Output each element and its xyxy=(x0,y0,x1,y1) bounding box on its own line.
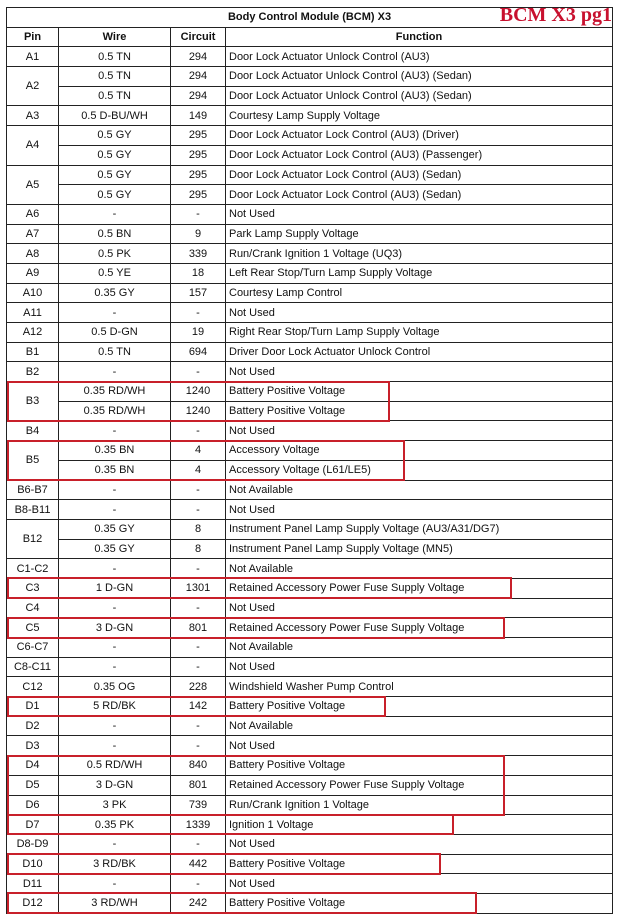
pin-cell: C12 xyxy=(7,677,59,697)
wire-cell: 0.35 RD/WH xyxy=(59,401,171,421)
circuit-cell: - xyxy=(171,716,226,736)
circuit-cell: - xyxy=(171,559,226,579)
wire-cell: 0.5 PK xyxy=(59,244,171,264)
table-row xyxy=(7,795,613,815)
function-cell: Door Lock Actuator Lock Control (AU3) (Driver) xyxy=(226,126,613,146)
table-row xyxy=(7,815,613,835)
circuit-cell: 694 xyxy=(171,342,226,362)
function-cell: Not Available xyxy=(226,716,613,736)
wire-cell: 0.35 OG xyxy=(59,677,171,697)
table-row xyxy=(7,736,613,756)
wire-cell: - xyxy=(59,559,171,579)
wire-cell: 0.5 GY xyxy=(59,165,171,185)
pin-cell: D5 xyxy=(7,775,59,795)
table-row xyxy=(7,362,613,382)
wire-cell: 0.5 GY xyxy=(59,126,171,146)
wire-cell: - xyxy=(59,204,171,224)
header-circuit: Circuit xyxy=(171,27,226,47)
table-row xyxy=(7,342,613,362)
table-row xyxy=(7,854,613,874)
table-row xyxy=(7,598,613,618)
table-row xyxy=(7,539,613,559)
table-row xyxy=(7,756,613,776)
circuit-cell: 294 xyxy=(171,47,226,67)
function-cell: Not Available xyxy=(226,559,613,579)
wire-cell: 0.35 GY xyxy=(59,539,171,559)
circuit-cell: 8 xyxy=(171,539,226,559)
circuit-cell: 1240 xyxy=(171,401,226,421)
wire-cell: 0.5 GY xyxy=(59,145,171,165)
function-cell: Door Lock Actuator Lock Control (AU3) (Passenger) xyxy=(226,145,613,165)
circuit-cell: - xyxy=(171,362,226,382)
wire-cell: - xyxy=(59,657,171,677)
wire-cell: - xyxy=(59,421,171,441)
circuit-cell: - xyxy=(171,638,226,658)
pin-cell: A2 xyxy=(7,67,59,106)
circuit-cell: 295 xyxy=(171,126,226,146)
table-row xyxy=(7,47,613,67)
function-cell: Left Rear Stop/Turn Lamp Supply Voltage xyxy=(226,263,613,283)
circuit-cell: 1339 xyxy=(171,815,226,835)
wire-cell: - xyxy=(59,834,171,854)
table-row xyxy=(7,244,613,264)
function-cell: Not Used xyxy=(226,500,613,520)
pin-cell: B1 xyxy=(7,342,59,362)
wire-cell: 0.5 YE xyxy=(59,263,171,283)
table-row xyxy=(7,145,613,165)
circuit-cell: 295 xyxy=(171,165,226,185)
function-cell: Driver Door Lock Actuator Unlock Control xyxy=(226,342,613,362)
function-cell: Door Lock Actuator Unlock Control (AU3) xyxy=(226,47,613,67)
pin-cell: D11 xyxy=(7,874,59,894)
page-stamp: BCM X3 pg1 xyxy=(499,4,612,26)
function-cell: Retained Accessory Power Fuse Supply Voltage xyxy=(226,578,613,598)
pin-cell: D2 xyxy=(7,716,59,736)
function-cell: Run/Crank Ignition 1 Voltage xyxy=(226,795,613,815)
pin-cell: C1-C2 xyxy=(7,559,59,579)
circuit-cell: 339 xyxy=(171,244,226,264)
circuit-cell: 295 xyxy=(171,185,226,205)
wire-cell: 0.5 TN xyxy=(59,47,171,67)
table-row xyxy=(7,480,613,500)
pin-cell: D3 xyxy=(7,736,59,756)
wire-cell: 0.35 GY xyxy=(59,283,171,303)
table-row xyxy=(7,677,613,697)
wire-cell: 0.35 BN xyxy=(59,441,171,461)
wire-cell: - xyxy=(59,736,171,756)
pin-cell: A4 xyxy=(7,126,59,165)
function-cell: Not Available xyxy=(226,480,613,500)
circuit-cell: 295 xyxy=(171,145,226,165)
pin-cell: D6 xyxy=(7,795,59,815)
wire-cell: 0.35 GY xyxy=(59,519,171,539)
function-cell: Battery Positive Voltage xyxy=(226,893,613,913)
function-cell: Accessory Voltage xyxy=(226,441,613,461)
wire-cell: 1 D-GN xyxy=(59,578,171,598)
circuit-cell: 18 xyxy=(171,263,226,283)
function-cell: Windshield Washer Pump Control xyxy=(226,677,613,697)
table-row xyxy=(7,638,613,658)
table-row xyxy=(7,893,613,913)
circuit-cell: - xyxy=(171,204,226,224)
table-row xyxy=(7,204,613,224)
pin-cell: C8-C11 xyxy=(7,657,59,677)
pin-cell: A8 xyxy=(7,244,59,264)
wire-cell: - xyxy=(59,303,171,323)
circuit-cell: 157 xyxy=(171,283,226,303)
function-cell: Battery Positive Voltage xyxy=(226,382,613,402)
wire-cell: 3 RD/WH xyxy=(59,893,171,913)
function-cell: Right Rear Stop/Turn Lamp Supply Voltage xyxy=(226,323,613,343)
circuit-cell: 442 xyxy=(171,854,226,874)
function-cell: Not Used xyxy=(226,657,613,677)
wire-cell: 3 D-GN xyxy=(59,618,171,638)
header-wire: Wire xyxy=(59,27,171,47)
circuit-cell: 242 xyxy=(171,893,226,913)
table-row xyxy=(7,126,613,146)
table-title: Body Control Module (BCM) X3 xyxy=(7,8,613,28)
pin-cell: B2 xyxy=(7,362,59,382)
wire-cell: 0.5 D-BU/WH xyxy=(59,106,171,126)
table-row xyxy=(7,382,613,402)
header-function: Function xyxy=(226,27,613,47)
wire-cell: - xyxy=(59,638,171,658)
circuit-cell: 801 xyxy=(171,618,226,638)
function-cell: Not Used xyxy=(226,303,613,323)
circuit-cell: 840 xyxy=(171,756,226,776)
table-row xyxy=(7,421,613,441)
pin-cell: D4 xyxy=(7,756,59,776)
circuit-cell: 8 xyxy=(171,519,226,539)
pin-cell: B8-B11 xyxy=(7,500,59,520)
function-cell: Courtesy Lamp Control xyxy=(226,283,613,303)
pin-cell: D7 xyxy=(7,815,59,835)
table-row xyxy=(7,716,613,736)
wire-cell: 3 PK xyxy=(59,795,171,815)
wire-cell: 0.5 TN xyxy=(59,86,171,106)
function-cell: Battery Positive Voltage xyxy=(226,854,613,874)
table-row xyxy=(7,834,613,854)
function-cell: Retained Accessory Power Fuse Supply Voltage xyxy=(226,775,613,795)
circuit-cell: 142 xyxy=(171,697,226,717)
circuit-cell: 294 xyxy=(171,86,226,106)
circuit-cell: - xyxy=(171,834,226,854)
function-cell: Ignition 1 Voltage xyxy=(226,815,613,835)
function-cell: Not Used xyxy=(226,421,613,441)
circuit-cell: - xyxy=(171,480,226,500)
pin-cell: A1 xyxy=(7,47,59,67)
function-cell: Door Lock Actuator Unlock Control (AU3) (Sedan) xyxy=(226,86,613,106)
table-row xyxy=(7,559,613,579)
circuit-cell: 228 xyxy=(171,677,226,697)
function-cell: Accessory Voltage (L61/LE5) xyxy=(226,460,613,480)
function-cell: Battery Positive Voltage xyxy=(226,401,613,421)
function-cell: Retained Accessory Power Fuse Supply Voltage xyxy=(226,618,613,638)
circuit-cell: - xyxy=(171,303,226,323)
wire-cell: 0.5 GY xyxy=(59,185,171,205)
table-row xyxy=(7,224,613,244)
function-cell: Door Lock Actuator Lock Control (AU3) (Sedan) xyxy=(226,165,613,185)
function-cell: Courtesy Lamp Supply Voltage xyxy=(226,106,613,126)
header-pin: Pin xyxy=(7,27,59,47)
wire-cell: - xyxy=(59,480,171,500)
circuit-cell: 739 xyxy=(171,795,226,815)
pin-cell: A3 xyxy=(7,106,59,126)
pin-cell: C5 xyxy=(7,618,59,638)
wire-cell: - xyxy=(59,716,171,736)
function-cell: Run/Crank Ignition 1 Voltage (UQ3) xyxy=(226,244,613,264)
pin-cell: A5 xyxy=(7,165,59,204)
function-cell: Not Used xyxy=(226,874,613,894)
circuit-cell: 1240 xyxy=(171,382,226,402)
table-row xyxy=(7,657,613,677)
circuit-cell: - xyxy=(171,874,226,894)
bcm-pinout-table xyxy=(6,7,613,914)
pin-cell: B5 xyxy=(7,441,59,480)
table-row xyxy=(7,165,613,185)
wire-cell: 5 RD/BK xyxy=(59,697,171,717)
circuit-cell: 1301 xyxy=(171,578,226,598)
wire-cell: 3 RD/BK xyxy=(59,854,171,874)
table-row xyxy=(7,697,613,717)
pin-cell: B3 xyxy=(7,382,59,421)
function-cell: Battery Positive Voltage xyxy=(226,756,613,776)
circuit-cell: - xyxy=(171,500,226,520)
circuit-cell: 801 xyxy=(171,775,226,795)
function-cell: Battery Positive Voltage xyxy=(226,697,613,717)
pin-cell: B6-B7 xyxy=(7,480,59,500)
table-row xyxy=(7,874,613,894)
function-cell: Door Lock Actuator Lock Control (AU3) (Sedan) xyxy=(226,185,613,205)
wire-cell: 0.35 BN xyxy=(59,460,171,480)
circuit-cell: - xyxy=(171,421,226,441)
pin-cell: B4 xyxy=(7,421,59,441)
function-cell: Not Used xyxy=(226,834,613,854)
pin-cell: D1 xyxy=(7,697,59,717)
wire-cell: - xyxy=(59,598,171,618)
wire-cell: 0.35 RD/WH xyxy=(59,382,171,402)
pin-cell: C3 xyxy=(7,578,59,598)
pin-cell: A6 xyxy=(7,204,59,224)
table-row xyxy=(7,185,613,205)
wire-cell: 3 D-GN xyxy=(59,775,171,795)
pin-cell: A12 xyxy=(7,323,59,343)
circuit-cell: 9 xyxy=(171,224,226,244)
table-row xyxy=(7,106,613,126)
table-row xyxy=(7,283,613,303)
function-cell: Not Available xyxy=(226,638,613,658)
wire-cell: 0.5 TN xyxy=(59,67,171,87)
circuit-cell: 4 xyxy=(171,441,226,461)
pin-cell: A10 xyxy=(7,283,59,303)
table-row xyxy=(7,67,613,87)
pin-cell: C6-C7 xyxy=(7,638,59,658)
table-row xyxy=(7,303,613,323)
table-row xyxy=(7,263,613,283)
function-cell: Instrument Panel Lamp Supply Voltage (AU3/A31/DG7) xyxy=(226,519,613,539)
wire-cell: 0.5 RD/WH xyxy=(59,756,171,776)
table-row xyxy=(7,578,613,598)
wire-cell: 0.5 D-GN xyxy=(59,323,171,343)
table-row xyxy=(7,460,613,480)
circuit-cell: 19 xyxy=(171,323,226,343)
pin-cell: A9 xyxy=(7,263,59,283)
function-cell: Not Used xyxy=(226,204,613,224)
function-cell: Park Lamp Supply Voltage xyxy=(226,224,613,244)
function-cell: Not Used xyxy=(226,598,613,618)
pin-cell: C4 xyxy=(7,598,59,618)
function-cell: Not Used xyxy=(226,736,613,756)
table-row xyxy=(7,86,613,106)
circuit-cell: 4 xyxy=(171,460,226,480)
circuit-cell: - xyxy=(171,598,226,618)
circuit-cell: - xyxy=(171,736,226,756)
circuit-cell: 149 xyxy=(171,106,226,126)
circuit-cell: - xyxy=(171,657,226,677)
wire-cell: 0.35 PK xyxy=(59,815,171,835)
table-row xyxy=(7,401,613,421)
function-cell: Not Used xyxy=(226,362,613,382)
table-row xyxy=(7,618,613,638)
table-row xyxy=(7,775,613,795)
function-cell: Door Lock Actuator Unlock Control (AU3) (Sedan) xyxy=(226,67,613,87)
wire-cell: 0.5 BN xyxy=(59,224,171,244)
pin-cell: A11 xyxy=(7,303,59,323)
table-row xyxy=(7,500,613,520)
wire-cell: - xyxy=(59,362,171,382)
table-row xyxy=(7,323,613,343)
pin-cell: D8-D9 xyxy=(7,834,59,854)
pin-cell: A7 xyxy=(7,224,59,244)
function-cell: Instrument Panel Lamp Supply Voltage (MN5) xyxy=(226,539,613,559)
wire-cell: 0.5 TN xyxy=(59,342,171,362)
pin-cell: B12 xyxy=(7,519,59,558)
wire-cell: - xyxy=(59,874,171,894)
wire-cell: - xyxy=(59,500,171,520)
pin-cell: D12 xyxy=(7,893,59,913)
pin-cell: D10 xyxy=(7,854,59,874)
circuit-cell: 294 xyxy=(171,67,226,87)
table-row xyxy=(7,519,613,539)
table-row xyxy=(7,441,613,461)
